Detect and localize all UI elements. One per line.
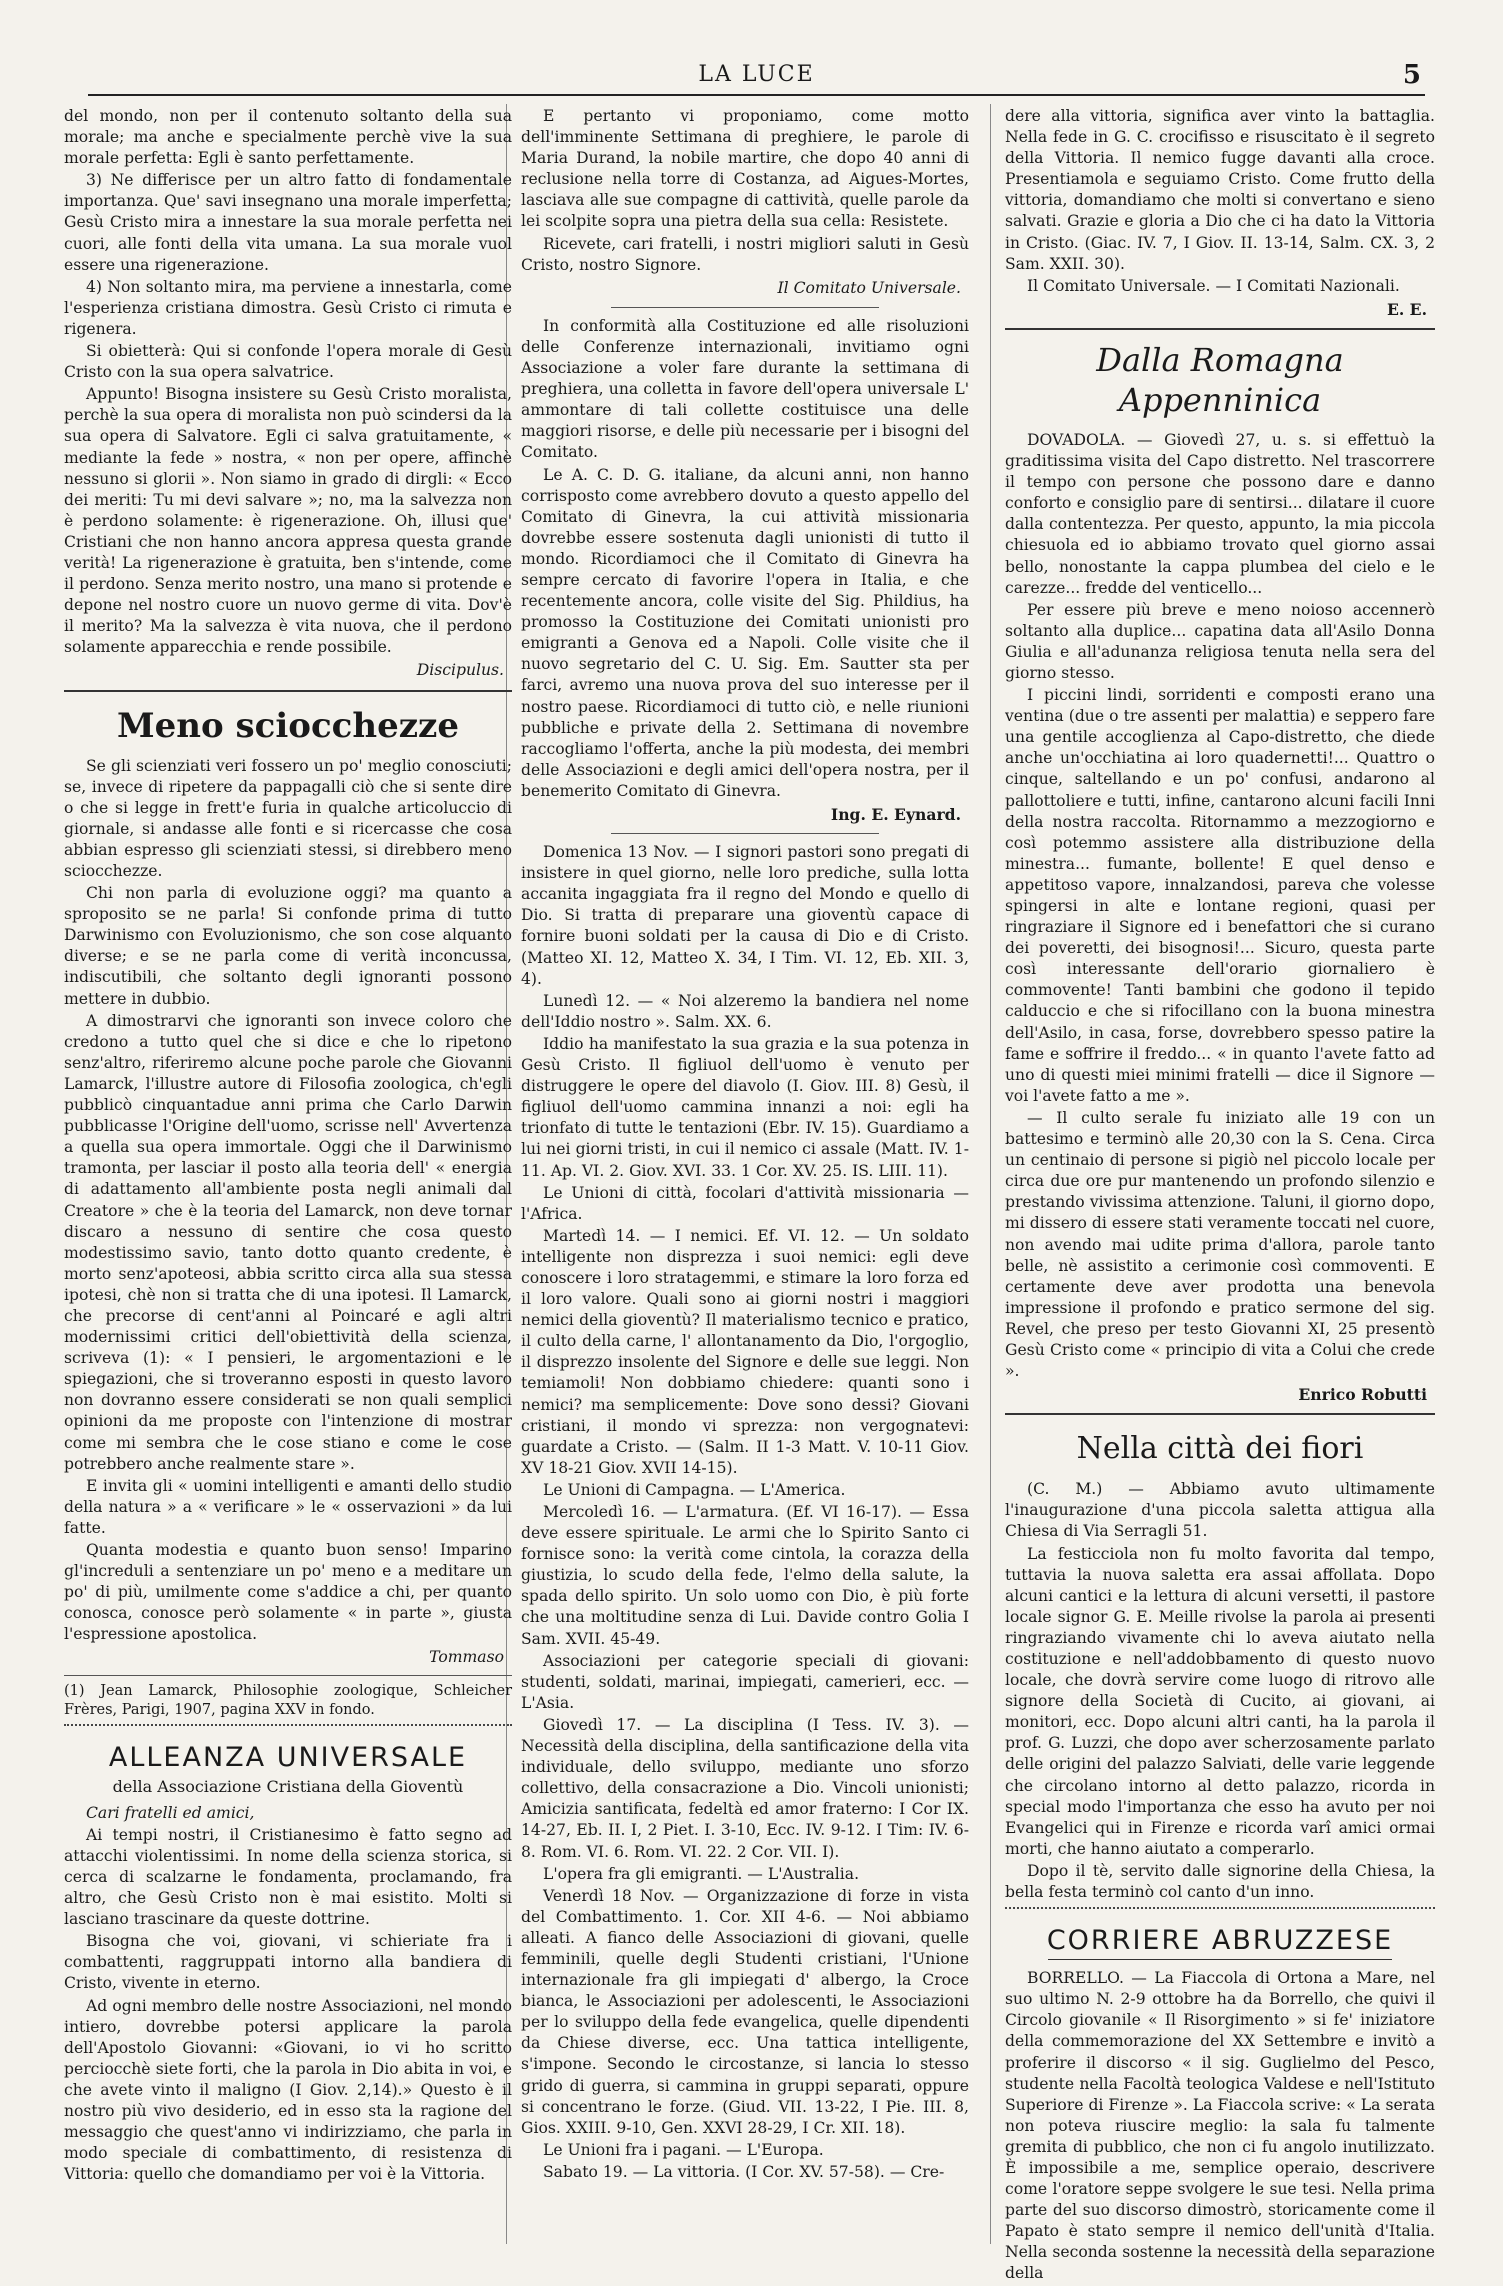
paragraph: L'opera fra gli emigranti. — L'Australia. <box>543 1864 860 1883</box>
salutation: Cari fratelli ed amici, <box>86 1803 255 1822</box>
signature: Enrico Robutti <box>1298 1385 1427 1405</box>
paragraph: Sabato 19. — La vittoria. (I Cor. XV. 57-58). — Cre- <box>543 2162 945 2181</box>
paragraph: Ricevete, cari fratelli, i nostri migliori saluti in Gesù Cristo, nostro Signore. <box>521 234 969 274</box>
divider <box>611 307 880 308</box>
running-title: LA LUCE <box>698 62 815 87</box>
paragraph: E invita gli « uomini intelligenti e amanti dello studio della natura » a « verificare » le « osservazioni » da lui fatte. <box>64 1476 512 1537</box>
paragraph: Dopo il tè, servito dalle signorine della Chiesa, la bella festa terminò col canto d'un inno. <box>1005 1861 1435 1902</box>
page-number: 5 <box>1402 60 1421 90</box>
divider <box>1005 328 1435 330</box>
column-2 <box>521 106 969 2184</box>
paragraph: Venerdì 18 Nov. — Organizzazione di forze in vista del Combattimento. 1. Cor. XII 4-6. — Noi abbiamo alleati. A fianco delle Associazioni di giovani, quelle femminili, quelle degli Studenti cristiani, l'Unione internazionale fra gli impiegati d' albergo, la Croce bianca, le Associazioni per adolescenti, le Associazioni per lo sviluppo della fede evangelica, quelle dipendenti da Chiese diverse, ecc. Una tattica intelligente, s'impone. Secondo le circostanze, si lancia lo stesso grido di guerra, si cammina in gruppi separati, oppure si concentrano le forze. (Giud. VII. 13-22, I Pie. III. 8, Gios. XXIII. 9-10, Gen. XXVI 28-29, I Cr. XII. 18). <box>521 1886 969 2137</box>
masthead <box>88 58 1425 96</box>
paragraph: 4) Non soltanto mira, ma perviene a innestarla, come l'esperienza cristiana dimostra. Gesù Cristo ci rimuta e rigenera. <box>64 277 512 338</box>
article-heading: Nella città dei fiori <box>1076 1431 1364 1467</box>
divider <box>1005 1907 1435 1915</box>
paragraph: (C. M.) — Abbiamo avuto ultimamente l'inaugurazione d'una piccola saletta attigua alla Chiesa di Via Serragli 51. <box>1005 1480 1435 1541</box>
column-1 <box>64 106 512 2186</box>
column-rule <box>990 104 991 2244</box>
signature: Il Comitato Universale. <box>777 278 961 297</box>
paragraph: Associazioni per categorie speciali di giovani: studenti, soldati, marinai, impiegati, camerieri, ecc. — L'Asia. <box>521 1651 969 1712</box>
paragraph: Si obietterà: Qui si confonde l'opera morale di Gesù Cristo con la sua opera salvatrice. <box>64 342 512 382</box>
paragraph: Per essere più breve e meno noioso accennerò soltanto alla duplice... capatina data all'Asilo Donna Giulia e all'adunanza religiosa tenuta nella sera del giorno stesso. <box>1005 600 1435 682</box>
paragraph: I piccini lindi, sorridenti e composti erano una ventina (due o tre assenti per malattia) e seppero fare una gentile accoglienza al Capo-distretto, che diede anche un'occhiatina ai loro quadernetti!... Quattro o cinque, saltellando e un po' confusi, andarono al pallottoliere e tutti, infine, cantarono alcuni facili Inni della nostra raccolta. Ritornammo a mezzogiorno e così potemmo assistere alla distribuzione della minestra... fumante, bollente! E quel denso e appetitoso vapore, innalzandosi, pareva che volesse spingersi in alte e lontane regioni, quasi per ringraziare il Signore ed i benefattori che si curano dei poveretti, dei bisognosi!... Sicuro, questa parte così interessante dell'orario giornaliero è commovente! Tanti bambini che godono il tepido calduccio e che si rifocillano con la buona minestra dell'Asilo, in casa, forse, dovrebbero spesso patire la fame e soffrire il freddo... « in quanto l'avete fatto ad uno di questi miei minimi fratelli — dice il Signore — voi l'avete fatto a me ». <box>1005 686 1435 1105</box>
paragraph: Chi non parla di evoluzione oggi? ma quanto a sproposito se ne parla! Si confonde prima di tutto Darwinismo con Evoluzionismo, che son cose alquanto diverse; e se ne parla come di verità inconcussa, indiscutibili, che soltanto degli ignoranti possono mettere in dubbio. <box>64 884 512 1008</box>
article-heading: CORRIERE ABRUZZESE <box>1046 1925 1394 1957</box>
paragraph: A dimostrarvi che ignoranti son invece coloro che credono a tutto quel che si dice e che lo ripetono senz'altro, riferiremo alcune poche parole che Giovanni Lamarck, l'illustre autore di Filosofia zoologica, ch'egli pubblicò cinquantadue anni prima che Carlo Darwin pubblicasse l'Origine dell'uomo, scrisse nell' Avvertenza a quella sua opera immortale. Oggi che il Darwinismo tramonta, per lasciar il posto alla teoria dell' « energia di adattamento all'ambiente posta negli animali dal Creatore » che è la teoria del Lamarck, non deve tornar discaro a nessuno di sentire che cosa questo modestissimo savio, tanto dotto quanto credente, è morto senz'apoteosi, abbia scritto circa alla sua stessa ipotesi, chè non si tratta che di una ipotesi. Il Lamarck, che precorse di cent'anni al Poincaré e agli altri modernissimi critici dell'obiettività della scienza, scriveva (1): « I pensieri, le argomentazioni e le spiegazioni, che si troveranno esposti in questo lavoro non dovranno essere considerati se non quali semplici opinioni da me proposte con l'intenzione di mostrar come mi sembra che le cose stiano e come le cose potrebbero anche realmente stare ». <box>64 1011 512 1473</box>
paragraph: Le Unioni di città, focolari d'attività missionaria — l'Africa. <box>521 1183 969 1223</box>
paragraph: Ad ogni membro delle nostre Associazioni, nel mondo intiero, dovrebbe potersi applicare la parola dell'Apostolo Giovanni: «Giovani, io vi ho scritto perciocchè siete forti, che la parola in Dio abita in voi, e che avete vinto il maligno (I Giov. 2,14).» Questo è il nostro più vivo desiderio, ed in esso sta la ragione del messaggio che quest'anno vi indirizziamo, che parla in modo speciale di combattimento, di resistenza di Vittoria: quello che domandiamo per voi è la Vittoria. <box>64 1996 512 2184</box>
paragraph: dere alla vittoria, significa aver vinto la battaglia. Nella fede in G. C. crocifisso e risuscitato è il segreto della Vittoria. Il nemico fugge davanti alla croce. Presentiamola e seguiamo Cristo. Come frutto della vittoria, domandiamo che molti si convertano e sieno salvati. Grazie e gloria a Dio che ci ha dato la Vittoria in Cristo. (Giac. IV. 7, I Giov. II. 13-14, Salm. CX. 3, 2 Sam. XXII. 30). <box>1005 107 1435 273</box>
paragraph: Iddio ha manifestato la sua grazia e la sua potenza in Gesù Cristo. Il figliuol dell'uomo è venuto per distruggere le opere del diavolo (I. Giov. III. 8) Gesù, il figliuol dell'uomo cammina innanzi a noi: egli ha trionfato di tutte le tentazioni (Ebr. IV. 15). Guardiamo a lui nei giorni tristi, in cui il nemico ci assale (Matt. IV. 1-11. Ap. VI. 2. Giov. XVI. 33. 1 Cor. XV. 25. IS. LIII. 11). <box>521 1034 969 1180</box>
paragraph: Le Unioni di Campagna. — L'America. <box>543 1480 846 1499</box>
paragraph: Se gli scienziati veri fossero un po' meglio conosciuti; se, invece di ripetere da pappagalli ciò che si sente dire o che si legge in frett'e furia in qualche articoluccio di giornale, si andasse alle fonti e si ricercasse che cosa abbian espresso gli scienziati stessi, si direbbero meno sciocchezze. <box>64 756 512 880</box>
paragraph: Mercoledì 16. — L'armatura. (Ef. VI 16-17). — Essa deve essere spirituale. Le armi che lo Spirito Santo ci fornisce sono: la verità come cintola, la corazza della giustizia, lo scudo della fede, l'elmo della salute, la spada dello spirito. Un solo uomo con Dio, è più forte che una moltitudine senza di Lui. Davide contro Golia I Sam. XVII. 45-49. <box>521 1503 969 1648</box>
article-subheading: della Associazione Cristiana della Gioventù <box>112 1776 464 1796</box>
paragraph: Le A. C. D. G. italiane, da alcuni anni, non hanno corrisposto come avrebbero dovuto a questo appello del Comitato di Ginevra, la cui attività missionaria dovrebbe essere sostenuta dagli unionisti di tutto il mondo. Ricordiamoci che il Comitato di Ginevra ha sempre cercato di favorire l'opera in Italia, e che recentemente ancora, colle visite del Sig. Phildius, ha promosso la Costituzione dei Comitati unionisti pro emigranti a Genova ed a Napoli. Colle visite che il nuovo segretario del C. U. Sig. Em. Sautter sta per farci, avremo una nuova prova del suo interesse per il nostro paese. Ricordiamoci di tutto ciò, e nelle riunioni pubbliche e private della 2. Settimana di novembre raccogliamo l'offerta, anche la più modesta, dei membri delle Associazioni e degli amici dell'opera nostra, per il benemerito Comitato di Ginevra. <box>521 465 969 800</box>
paragraph: Il Comitato Universale. — I Comitati Nazionali. <box>1027 276 1400 295</box>
paragraph: La festicciola non fu molto favorita dal tempo, tuttavia la nuova saletta era assai affollata. Dopo alcuni cantici e la lettura di alcuni versetti, il pastore locale signor G. E. Meille rivolse la parola ai presenti ringraziando vivamente chi lo aveva aiutato nella costituzione e nell'addobbamento di questo nuovo locale, che dovrà servire come luogo di ritrovo alle signore della Società di Cucito, ai giovani, ai monitori, ecc. Dopo alcuni altri canti, ha la parola il prof. G. Luzzi, che dopo aver scherzosamente parlato delle origini del palazzo Salviati, delle varie leggende che circolano intorno al detto palazzo, ricorda in special modo l'importanza che esso ha avuto per noi Evangelici qui in Firenze e ricorda varî amici ormai morti, che hanno aiutato a comperarlo. <box>1005 1544 1435 1858</box>
divider <box>64 1724 512 1732</box>
paragraph: 3) Ne differisce per un altro fatto di fondamentale importanza. Que' savi insegnano una morale imperfetta; Gesù Cristo mira a innestare la sua morale perfetta nei cuori, alle fonti della vita umana. La sua morale vuol essere una rigenerazione. <box>64 171 512 274</box>
article-heading: ALLEANZA UNIVERSALE <box>108 1741 468 1773</box>
paragraph: E pertanto vi proponiamo, come motto dell'imminente Settimana di preghiere, le parole di Maria Durand, la nobile martire, che dopo 40 anni di reclusione nella torre di Costanza, ad Aigues-Mortes, lasciava alle sue compagne di cattività, quelle parole da lei scolpite sopra una pietra della sua cella: Resistete. <box>521 107 969 231</box>
divider <box>1048 1959 1392 1960</box>
footnote: (1) Jean Lamarck, Philosophie zoologique, Schleicher Frères, Parigi, 1907, pagina XXV in fondo. <box>64 1675 512 1720</box>
signature: Discipulus. <box>416 661 504 680</box>
paragraph: — Il culto serale fu iniziato alle 19 con un battesimo e terminò alle 20,30 con la S. Cena. Circa un centinaio di persone si pigiò nel piccolo locale per circa due ore pur mantenendo un profondo silenzio e prestando vivissima attenzione. Taluni, il giorno dopo, mi dissero di essere stati veramente toccati nel cuore, non avendo mai udite prima d'allora, parole tanto belle, nè assistito a cerimonie così commoventi. E certamente deve aver prodotta una benevola impressione il profondo e pratico sermone del sig. Revel, che preso per testo Giovanni XI, 25 presentò Gesù Cristo come « principio di vita a Colui che crede ». <box>1005 1108 1435 1381</box>
divider <box>611 833 880 834</box>
article-heading: Dalla Romagna Appenninica <box>1096 340 1344 419</box>
signature: Ing. E. Eynard. <box>830 805 961 824</box>
paragraph: Appunto! Bisogna insistere su Gesù Cristo moralista, perchè la sua opera di moralista non può scindersi da la sua opera di Salvatore. Egli ci salva gratuitamente, « mediante la fede » nostra, « non per opere, affinchè nessuno si glorii ». Non siamo in grado di dirgli: « Ecco dei meriti: Tu mi devi salvare »; no, ma la salvezza non è perdono solamente: è rigenerazione. Oh, illusi que' Cristiani che non hanno ancora appresa questa grande verità! La rigenerazione è gratuita, ben s'intende, come il perdono. Senza merito nostro, una mano si protende e depone nel nostro cuore un nuovo germe di vita. Dov'è il merito? Ma la salvezza è vita nuova, che il perdono solamente apparecchia e rende possibile. <box>64 385 512 657</box>
divider <box>64 690 512 692</box>
paragraph: DOVADOLA. — Giovedì 27, u. s. si effettuò la graditissima visita del Capo distretto. Nel trascorrere il tempo con persone che possono dare e danno conforto e consiglio pare di sentirsi... dilatare il cuore dalla contentezza. Per questo, appunto, la mia piccola chiesuola ed io abbiamo trovato quel giorno assai bello, nonostante la cappa plumbea del cielo e le carezze... fredde del venticello... <box>1005 430 1435 597</box>
divider <box>1005 1413 1435 1415</box>
column-3 <box>1005 106 1435 2286</box>
paragraph: Le Unioni fra i pagani. — L'Europa. <box>543 2140 824 2159</box>
paragraph: Domenica 13 Nov. — I signori pastori sono pregati di insistere in quel giorno, nelle loro prediche, sulla lotta accanita ingaggiata fra il regno del Mondo e quello di Dio. Si tratta di preparare una gioventù capace di fornire buoni soldati per la causa di Dio e di Cristo. (Matteo XI. 12, Matteo X. 34, I Tim. VI. 12, Eb. XII. 3, 4). <box>521 843 969 988</box>
paragraph: Giovedì 17. — La disciplina (I Tess. IV. 3). — Necessità della disciplina, della santificazione della vita individuale, dello sviluppo, mediante uno sforzo collettivo, della consacrazione a Dio. Vincoli unionisti; Amicizia santificata, fedeltà ed amor fraterno: I Cor IX. 14-27, Eb. II. I, 2 Piet. I. 3-10, Ecc. IV. 9-12. I Tim: IV. 6-8. Rom. VI. 6. Rom. VI. 22. 2 Cor. VII. I). <box>521 1715 969 1861</box>
signature: Tommaso <box>429 1648 504 1667</box>
paragraph: Ai tempi nostri, il Cristianesimo è fatto segno ad attacchi violentissimi. In nome della scienza storica, si cerca di scalzarne le fondamenta, proclamando, fra altro, che Gesù Cristo non è mai esistito. Molti si lasciano trascinare da queste dottrine. <box>64 1825 512 1929</box>
article-heading: Meno sciocchezze <box>117 705 459 746</box>
paragraph: Bisogna che voi, giovani, vi schieriate fra i combattenti, raggruppati intorno alla bandiera di Cristo, vivente in eterno. <box>64 1932 512 1993</box>
paragraph: BORRELLO. — La Fiaccola di Ortona a Mare, nel suo ultimo N. 2-9 ottobre ha da Borrello, che quivi il Circolo giovanile « Il Risorgimento » si fe' iniziatore della commemorazione del XX Settembre e invitò a proferire il discorso « il sig. Guglielmo del Pesco, studente nella Facoltà teologica Valdese e nell'Istituto Superiore di Firenze ». La Fiaccola scrive: « La serata non poteva riuscire meglio: la sala fu talmente gremita di pubblico, che non ci fu angolo inutilizzato. È impossibile a me, semplice operaio, descrivere come l'oratore seppe svolgere le sue tesi. Nella prima parte del suo discorso dimostrò, storicamente come il Papato è stato sempre il nemico dell'unità d'Italia. Nella seconda sostenne la necessità della separazione della <box>1005 1969 1435 2283</box>
signature: E. E. <box>1386 299 1427 319</box>
paragraph: del mondo, non per il contenuto soltanto della sua morale; ma anche e specialmente perchè vive la sua morale perfetta: Egli è santo perfettamente. <box>64 107 512 168</box>
paragraph: Quanta modestia e quanto buon senso! Imparino gl'increduli a sentenziare un po' meno e a meditare un po' di più, umilmente come s'addice a chi, per quanto conosca, conosce però solamente « in parte », giusta l'espressione apostolica. <box>64 1541 512 1644</box>
paragraph: Martedì 14. — I nemici. Ef. VI. 12. — Un soldato intelligente non disprezza i suoi nemici: egli deve conoscere i loro stratagemmi, e stimare la loro forza ed il loro valore. Quali sono ai giorni nostri i maggiori nemici della gioventù? Il materialismo tecnico e pratico, il culto della carne, l' allontanamento da Dio, l'orgoglio, il disprezzo insolente del Signore e delle sue leggi. Non temiamoli! Non dobbiamo chiedere: quanti sono i nemici? ma semplicemente: Dove sono dessi? Giovani cristiani, il mondo vi sprezza: non vergognatevi: guardate a Cristo. — (Salm. II 1-3 Matt. V. 10-11 Giov. XV 18-21 Giov. XVII 14-15). <box>521 1226 969 1477</box>
paragraph: Lunedì 12. — « Noi alzeremo la bandiera nel nome dell'Iddio nostro ». Salm. XX. 6. <box>521 991 969 1031</box>
paragraph: In conformità alla Costituzione ed alle risoluzioni delle Conferenze internazionali, invitiamo ogni Associazione a voler fare durante la settimana di preghiera, una colletta in favore dell'opera universale L' ammontare di tali collette costituisce una delle maggiori risorse, e delle più necessarie per i bisogni del Comitato. <box>521 316 969 462</box>
